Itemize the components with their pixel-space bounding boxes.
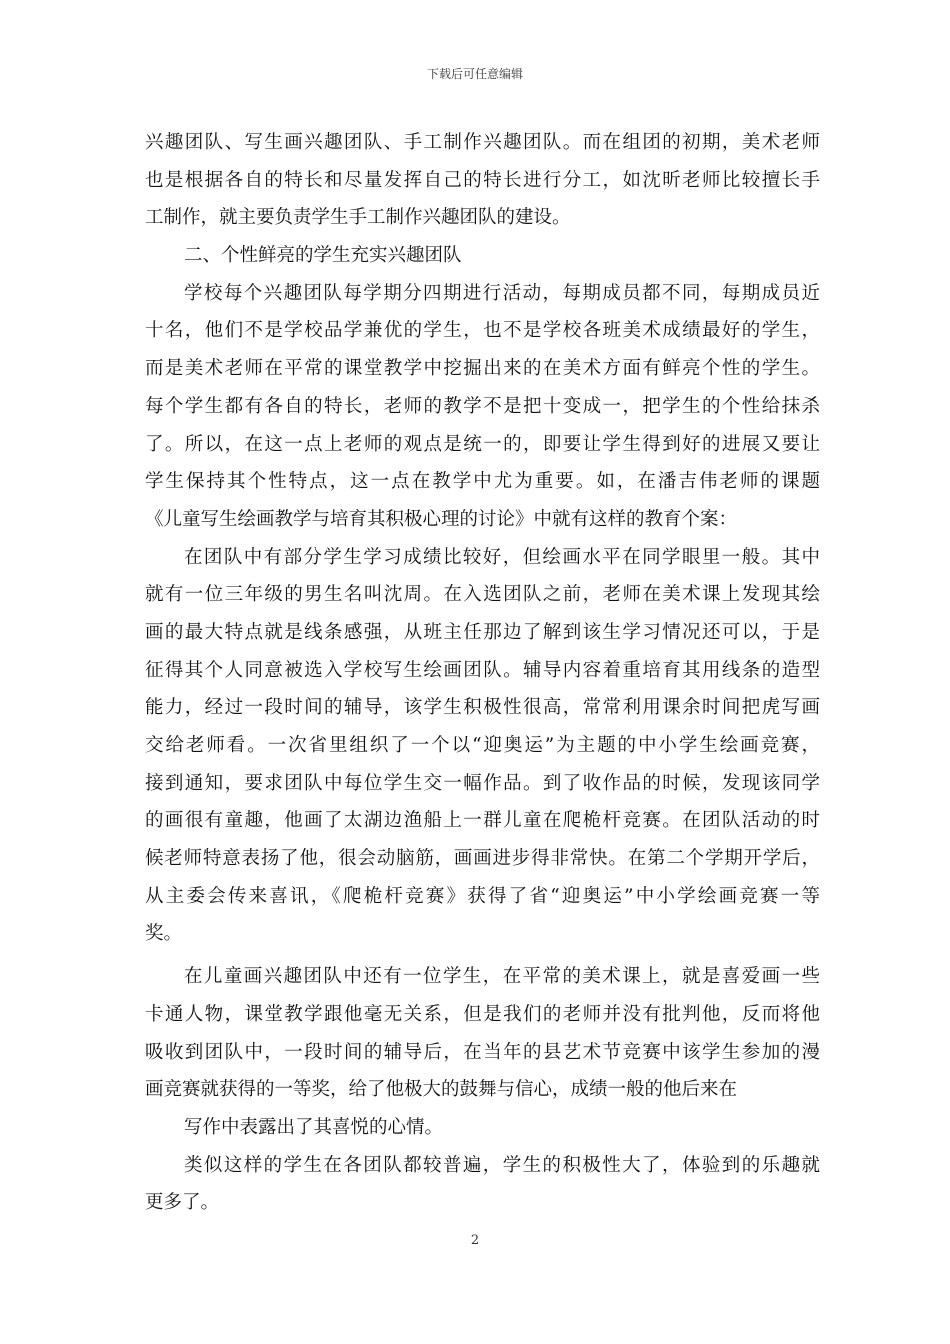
paragraph xyxy=(145,124,820,237)
text-line: 卡通人物，课堂教学跟他毫无关系，但是我们的老师并没有批判他，反而将他 xyxy=(145,1003,820,1025)
text-line: 《儿童写生绘画教学与培育其积极心理的讨论》中就有这样的教育个案： xyxy=(145,508,738,530)
text-line: 候老师特意表扬了他，很会动脑筋，画画进步得非常快。在第二个学期开学后， xyxy=(145,848,820,870)
text-line: 十名，他们不是学校品学兼优的学生，也不是学校各班美术成绩最好的学生， xyxy=(145,320,820,342)
document-body xyxy=(145,124,820,1222)
page-header: 下载后可任意编辑 xyxy=(426,67,523,81)
text-line: 二、个性鲜亮的学生充实兴趣团队 xyxy=(184,245,462,267)
text-line: 也是根据各自的特长和尽量发挥自己的特长进行分工，如沈昕老师比较擅长手 xyxy=(145,169,820,191)
text-line: 吸收到团队中，一段时间的辅导后，在当年的县艺术节竞赛中该学生参加的漫 xyxy=(145,1041,820,1063)
paragraph xyxy=(145,539,820,954)
text-line: 征得其个人同意被选入学校写生绘画团队。辅导内容着重培育其用线条的造型 xyxy=(145,659,820,681)
text-line: 能力，经过一段时间的辅导，该学生积极性很高，常常利用课余时间把虎写画 xyxy=(145,697,820,719)
text-line: 类似这样的学生在各团队都较普遍，学生的积极性大了，体验到的乐趣就 xyxy=(184,1154,820,1176)
paragraph xyxy=(145,1147,820,1222)
text-line: 就有一位三年级的男生名叫沈周。在入选团队之前，老师在美术课上发现其绘 xyxy=(145,584,820,606)
text-line: 而是美术老师在平常的课堂教学中挖掘出来的在美术方面有鲜亮个性的学生。 xyxy=(145,358,820,380)
paragraph xyxy=(145,275,820,539)
text-line: 画竞赛就获得的一等奖，给了他极大的鼓舞与信心，成绩一般的他后来在 xyxy=(145,1079,738,1101)
paragraph xyxy=(145,1109,820,1147)
text-line: 兴趣团队、写生画兴趣团队、手工制作兴趣团队。而在组团的初期，美术老师 xyxy=(145,132,820,153)
text-line: 从主委会传来喜讯，《爬桅杆竞赛》获得了省“迎奥运”中小学绘画竞赛一等 xyxy=(145,885,820,907)
text-line: 工制作，就主要负责学生手工制作兴趣团队的建设。 xyxy=(145,207,571,229)
text-line: 学生保持其个性特点，这一点在教学中尤为重要。如，在潘吉伟老师的课题 xyxy=(145,471,820,493)
text-line: 了。所以，在这一点上老师的观点是统一的，即要让学生得到好的进展又要让 xyxy=(145,433,820,455)
text-line: 交给老师看。一次省里组织了一个以“迎奥运”为主题的中小学生绘画竞赛， xyxy=(145,735,820,756)
text-line: 更多了。 xyxy=(145,1192,220,1214)
text-line: 写作中表露出了其喜悦的心情。 xyxy=(184,1116,444,1138)
text-line: 画的最大特点就是线条感强，从班主任那边了解到该生学习情况还可以，于是 xyxy=(145,621,820,643)
text-line: 在儿童画兴趣团队中还有一位学生，在平常的美术课上，就是喜爱画一些 xyxy=(184,966,820,988)
page-number: 2 xyxy=(470,1233,480,1248)
text-line: 接到通知，要求团队中每位学生交一幅作品。到了收作品的时候，发现该同学 xyxy=(145,772,820,794)
text-line: 在团队中有部分学生学习成绩比较好，但绘画水平在同学眼里一般。其中 xyxy=(184,546,820,568)
text-line: 每个学生都有各自的特长，老师的教学不是把十变成一，把学生的个性给抹杀 xyxy=(145,395,820,417)
section-heading xyxy=(145,237,820,275)
text-line: 奖。 xyxy=(145,923,183,945)
paragraph xyxy=(145,958,820,1109)
text-line: 学校每个兴趣团队每学期分四期进行活动，每期成员都不同，每期成员近 xyxy=(184,282,820,304)
text-line: 的画很有童趣，他画了太湖边渔船上一群儿童在爬桅杆竞赛。在团队活动的时 xyxy=(145,810,820,832)
